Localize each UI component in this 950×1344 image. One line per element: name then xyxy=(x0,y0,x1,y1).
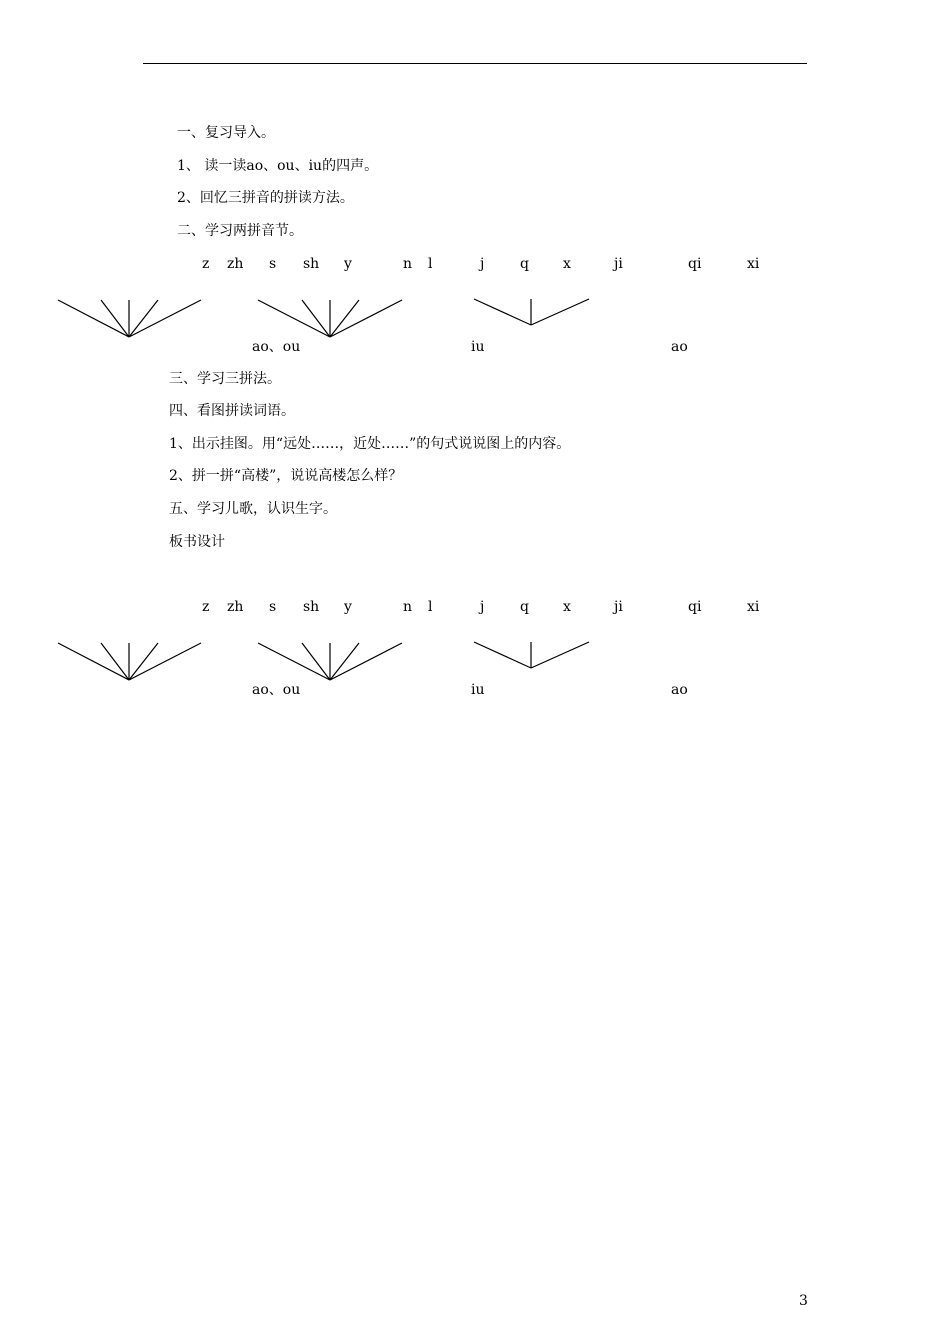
initial-q: q xyxy=(520,599,529,615)
initial-ji: ji xyxy=(614,256,623,272)
review-item-1: 1、 读一读ao、ou、iu的四声。 xyxy=(177,158,379,174)
fan-lines-1 xyxy=(0,297,950,337)
initial-z: z xyxy=(202,256,210,272)
initial-x: x xyxy=(563,599,571,615)
section-1-heading: 一、复习导入。 xyxy=(177,125,275,141)
initial-n: n xyxy=(403,256,413,272)
initial-sh: sh xyxy=(303,599,320,615)
final-iu: iu xyxy=(471,339,485,355)
header-rule xyxy=(143,63,807,64)
initial-s: s xyxy=(269,256,277,272)
blackboard-design-heading: 板书设计 xyxy=(169,534,225,550)
page-number: 3 xyxy=(799,1293,808,1309)
final-ao-ou: ao、ou xyxy=(252,339,301,355)
section-3-heading: 三、学习三拼法。 xyxy=(169,371,281,387)
initial-zh: zh xyxy=(227,256,244,272)
initial-zh: zh xyxy=(227,599,244,615)
section-4-heading: 四、看图拼读词语。 xyxy=(169,403,295,419)
initial-x: x xyxy=(563,256,571,272)
section-5-heading: 五、学习儿歌，认识生字。 xyxy=(169,501,337,517)
initial-y: y xyxy=(344,599,352,615)
initial-qi: qi xyxy=(688,256,702,272)
initial-j: j xyxy=(480,599,485,615)
initial-j: j xyxy=(480,256,485,272)
final-ao: ao xyxy=(671,682,688,698)
initial-l: l xyxy=(428,599,433,615)
initial-qi: qi xyxy=(688,599,702,615)
initial-z: z xyxy=(202,599,210,615)
section-2-heading: 二、学习两拼音节。 xyxy=(177,223,303,239)
picture-item-1: 1、出示挂图。用“远处……，近处……”的句式说说图上的内容。 xyxy=(169,436,571,452)
picture-item-2: 2、拼一拼“高楼”，说说高楼怎么样？ xyxy=(169,468,403,484)
initial-q: q xyxy=(520,256,529,272)
initial-xi: xi xyxy=(747,599,760,615)
final-ao: ao xyxy=(671,339,688,355)
initial-y: y xyxy=(344,256,352,272)
initial-ji: ji xyxy=(614,599,623,615)
initial-n: n xyxy=(403,599,413,615)
initial-sh: sh xyxy=(303,256,320,272)
initial-s: s xyxy=(269,599,277,615)
final-ao-ou: ao、ou xyxy=(252,682,301,698)
review-item-2: 2、回忆三拼音的拼读方法。 xyxy=(177,190,354,206)
initial-xi: xi xyxy=(747,256,760,272)
initial-l: l xyxy=(428,256,433,272)
fan-lines-2 xyxy=(0,640,950,680)
final-iu: iu xyxy=(471,682,485,698)
